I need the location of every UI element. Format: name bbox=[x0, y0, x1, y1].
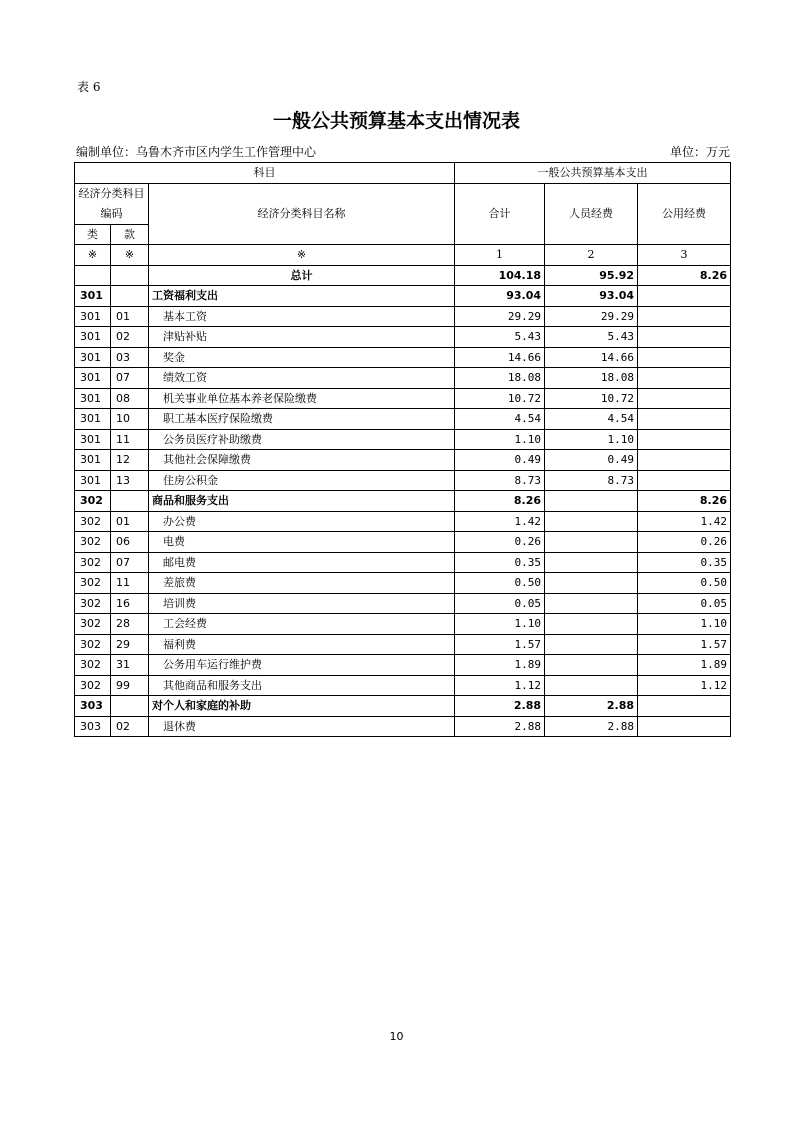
table-row bbox=[75, 573, 731, 594]
cell-kuan: 07 bbox=[111, 368, 149, 389]
cell-public: 0.50 bbox=[638, 573, 731, 594]
cell-public: 8.26 bbox=[638, 491, 731, 512]
cell-total: 0.50 bbox=[455, 573, 545, 594]
cell-total: 18.08 bbox=[455, 368, 545, 389]
cell-name: 总计 bbox=[149, 265, 455, 286]
cell-personnel bbox=[545, 593, 638, 614]
header-total: 合计 bbox=[455, 183, 545, 245]
cell-total: 1.89 bbox=[455, 655, 545, 676]
cell-lei: 302 bbox=[75, 614, 111, 635]
cell-kuan: 10 bbox=[111, 409, 149, 430]
table-row bbox=[75, 327, 731, 348]
header-public: 公用经费 bbox=[638, 183, 731, 245]
cell-lei: 302 bbox=[75, 532, 111, 553]
cell-name: 退休费 bbox=[149, 716, 455, 737]
table-row bbox=[75, 634, 731, 655]
cell-personnel: 93.04 bbox=[545, 286, 638, 307]
cell-personnel bbox=[545, 634, 638, 655]
cell-kuan: 07 bbox=[111, 552, 149, 573]
cell-total: 2.88 bbox=[455, 716, 545, 737]
cell-public bbox=[638, 716, 731, 737]
cell-lei: 302 bbox=[75, 573, 111, 594]
cell-lei: 302 bbox=[75, 675, 111, 696]
cell-name: 津贴补贴 bbox=[149, 327, 455, 348]
cell-personnel bbox=[545, 655, 638, 676]
header-kuan: 款 bbox=[111, 224, 149, 245]
cell-kuan bbox=[111, 491, 149, 512]
cell-total: 10.72 bbox=[455, 388, 545, 409]
cell-lei: 301 bbox=[75, 388, 111, 409]
table-row bbox=[75, 450, 731, 471]
cell-kuan: 06 bbox=[111, 532, 149, 553]
cell-personnel bbox=[545, 573, 638, 594]
cell-name: 其他商品和服务支出 bbox=[149, 675, 455, 696]
cell-personnel: 4.54 bbox=[545, 409, 638, 430]
table-row bbox=[75, 532, 731, 553]
cell-total: 0.05 bbox=[455, 593, 545, 614]
cell-lei: 301 bbox=[75, 368, 111, 389]
cell-name: 绩效工资 bbox=[149, 368, 455, 389]
page-number: 10 bbox=[389, 1030, 404, 1043]
table-row bbox=[75, 429, 731, 450]
cell-name: 公务用车运行维护费 bbox=[149, 655, 455, 676]
cell-total: 14.66 bbox=[455, 347, 545, 368]
cell-personnel: 0.49 bbox=[545, 450, 638, 471]
cell-name: 工资福利支出 bbox=[149, 286, 455, 307]
table-row bbox=[75, 696, 731, 717]
budget-table bbox=[74, 162, 731, 737]
cell-public bbox=[638, 409, 731, 430]
cell-lei: 301 bbox=[75, 429, 111, 450]
cell-public: 1.10 bbox=[638, 614, 731, 635]
cell-public bbox=[638, 347, 731, 368]
cell-lei: 303 bbox=[75, 696, 111, 717]
cell-public bbox=[638, 470, 731, 491]
cell-personnel: 29.29 bbox=[545, 306, 638, 327]
cell-personnel: 1.10 bbox=[545, 429, 638, 450]
cell-kuan: 02 bbox=[111, 716, 149, 737]
cell-personnel: 2.88 bbox=[545, 696, 638, 717]
cell-public bbox=[638, 429, 731, 450]
cell-lei bbox=[75, 265, 111, 286]
table-row bbox=[75, 716, 731, 737]
header-col-2: 2 bbox=[545, 245, 638, 266]
cell-name: 商品和服务支出 bbox=[149, 491, 455, 512]
cell-name: 福利费 bbox=[149, 634, 455, 655]
cell-kuan: 03 bbox=[111, 347, 149, 368]
header-econ-code: 经济分类科目编码 bbox=[75, 183, 149, 224]
cell-personnel bbox=[545, 552, 638, 573]
cell-lei: 301 bbox=[75, 327, 111, 348]
cell-public bbox=[638, 286, 731, 307]
cell-total: 0.26 bbox=[455, 532, 545, 553]
cell-name: 基本工资 bbox=[149, 306, 455, 327]
table-row bbox=[75, 368, 731, 389]
table-body bbox=[75, 265, 731, 737]
cell-public: 0.26 bbox=[638, 532, 731, 553]
cell-total: 4.54 bbox=[455, 409, 545, 430]
cell-public bbox=[638, 450, 731, 471]
cell-personnel bbox=[545, 532, 638, 553]
cell-total: 1.12 bbox=[455, 675, 545, 696]
cell-lei: 302 bbox=[75, 491, 111, 512]
cell-total: 0.35 bbox=[455, 552, 545, 573]
cell-public bbox=[638, 368, 731, 389]
cell-name: 差旅费 bbox=[149, 573, 455, 594]
header-col-1: 1 bbox=[455, 245, 545, 266]
table-row bbox=[75, 614, 731, 635]
header-personnel: 人员经费 bbox=[545, 183, 638, 245]
cell-kuan: 01 bbox=[111, 511, 149, 532]
table-row bbox=[75, 286, 731, 307]
cell-total: 1.10 bbox=[455, 614, 545, 635]
cell-total: 29.29 bbox=[455, 306, 545, 327]
cell-lei: 301 bbox=[75, 450, 111, 471]
cell-personnel bbox=[545, 491, 638, 512]
cell-name: 办公费 bbox=[149, 511, 455, 532]
cell-lei: 302 bbox=[75, 655, 111, 676]
header-col-3: 3 bbox=[638, 245, 731, 266]
table-row bbox=[75, 409, 731, 430]
cell-personnel: 10.72 bbox=[545, 388, 638, 409]
cell-name: 培训费 bbox=[149, 593, 455, 614]
cell-total: 2.88 bbox=[455, 696, 545, 717]
table-header bbox=[75, 163, 731, 266]
cell-lei: 301 bbox=[75, 306, 111, 327]
cell-name: 其他社会保障缴费 bbox=[149, 450, 455, 471]
header-mark: ※ bbox=[149, 245, 455, 266]
table-row bbox=[75, 347, 731, 368]
cell-total: 5.43 bbox=[455, 327, 545, 348]
cell-personnel bbox=[545, 511, 638, 532]
header-lei: 类 bbox=[75, 224, 111, 245]
cell-kuan: 31 bbox=[111, 655, 149, 676]
cell-kuan bbox=[111, 696, 149, 717]
cell-personnel: 18.08 bbox=[545, 368, 638, 389]
cell-public bbox=[638, 696, 731, 717]
cell-public bbox=[638, 306, 731, 327]
cell-kuan: 12 bbox=[111, 450, 149, 471]
header-econ-name: 经济分类科目名称 bbox=[149, 183, 455, 245]
cell-kuan: 99 bbox=[111, 675, 149, 696]
cell-total: 1.10 bbox=[455, 429, 545, 450]
cell-lei: 302 bbox=[75, 634, 111, 655]
cell-personnel bbox=[545, 614, 638, 635]
cell-public: 1.89 bbox=[638, 655, 731, 676]
cell-kuan: 08 bbox=[111, 388, 149, 409]
cell-lei: 301 bbox=[75, 347, 111, 368]
cell-public bbox=[638, 388, 731, 409]
cell-kuan: 02 bbox=[111, 327, 149, 348]
cell-kuan: 01 bbox=[111, 306, 149, 327]
cell-kuan: 29 bbox=[111, 634, 149, 655]
cell-kuan: 28 bbox=[111, 614, 149, 635]
table-row bbox=[75, 675, 731, 696]
cell-public: 8.26 bbox=[638, 265, 731, 286]
header-mark: ※ bbox=[111, 245, 149, 266]
cell-personnel: 8.73 bbox=[545, 470, 638, 491]
table-row bbox=[75, 470, 731, 491]
cell-personnel: 95.92 bbox=[545, 265, 638, 286]
table-row bbox=[75, 552, 731, 573]
table-row bbox=[75, 491, 731, 512]
cell-personnel: 14.66 bbox=[545, 347, 638, 368]
cell-name: 工会经费 bbox=[149, 614, 455, 635]
cell-name: 机关事业单位基本养老保险缴费 bbox=[149, 388, 455, 409]
header-mark: ※ bbox=[75, 245, 111, 266]
cell-name: 对个人和家庭的补助 bbox=[149, 696, 455, 717]
table-row bbox=[75, 306, 731, 327]
cell-public: 1.57 bbox=[638, 634, 731, 655]
cell-name: 奖金 bbox=[149, 347, 455, 368]
cell-lei: 303 bbox=[75, 716, 111, 737]
cell-total: 1.42 bbox=[455, 511, 545, 532]
cell-public: 1.42 bbox=[638, 511, 731, 532]
cell-lei: 302 bbox=[75, 593, 111, 614]
cell-total: 8.26 bbox=[455, 491, 545, 512]
table-row bbox=[75, 511, 731, 532]
organization-label: 编制单位：乌鲁木齐市区内学生工作管理中心 bbox=[76, 145, 317, 159]
header-basic-expenditure: 一般公共预算基本支出 bbox=[455, 163, 731, 184]
cell-personnel bbox=[545, 675, 638, 696]
cell-kuan: 13 bbox=[111, 470, 149, 491]
cell-kuan: 11 bbox=[111, 429, 149, 450]
cell-total: 8.73 bbox=[455, 470, 545, 491]
cell-lei: 302 bbox=[75, 511, 111, 532]
cell-name: 电费 bbox=[149, 532, 455, 553]
table-row bbox=[75, 593, 731, 614]
cell-lei: 301 bbox=[75, 286, 111, 307]
cell-public: 0.05 bbox=[638, 593, 731, 614]
cell-total: 93.04 bbox=[455, 286, 545, 307]
cell-lei: 301 bbox=[75, 470, 111, 491]
table-row bbox=[75, 265, 731, 286]
cell-lei: 302 bbox=[75, 552, 111, 573]
cell-public: 1.12 bbox=[638, 675, 731, 696]
cell-name: 邮电费 bbox=[149, 552, 455, 573]
cell-personnel: 2.88 bbox=[545, 716, 638, 737]
header-subject: 科目 bbox=[75, 163, 455, 184]
cell-total: 0.49 bbox=[455, 450, 545, 471]
cell-total: 1.57 bbox=[455, 634, 545, 655]
cell-public: 0.35 bbox=[638, 552, 731, 573]
cell-kuan bbox=[111, 265, 149, 286]
cell-name: 职工基本医疗保险缴费 bbox=[149, 409, 455, 430]
cell-total: 104.18 bbox=[455, 265, 545, 286]
table-row bbox=[75, 388, 731, 409]
cell-kuan: 16 bbox=[111, 593, 149, 614]
page-title: 一般公共预算基本支出情况表 bbox=[272, 110, 520, 132]
cell-name: 住房公积金 bbox=[149, 470, 455, 491]
cell-name: 公务员医疗补助缴费 bbox=[149, 429, 455, 450]
cell-personnel: 5.43 bbox=[545, 327, 638, 348]
cell-lei: 301 bbox=[75, 409, 111, 430]
cell-kuan: 11 bbox=[111, 573, 149, 594]
unit-label: 单位：万元 bbox=[669, 145, 730, 159]
cell-kuan bbox=[111, 286, 149, 307]
table-row bbox=[75, 655, 731, 676]
cell-public bbox=[638, 327, 731, 348]
table-number: 表 6 bbox=[77, 80, 101, 94]
